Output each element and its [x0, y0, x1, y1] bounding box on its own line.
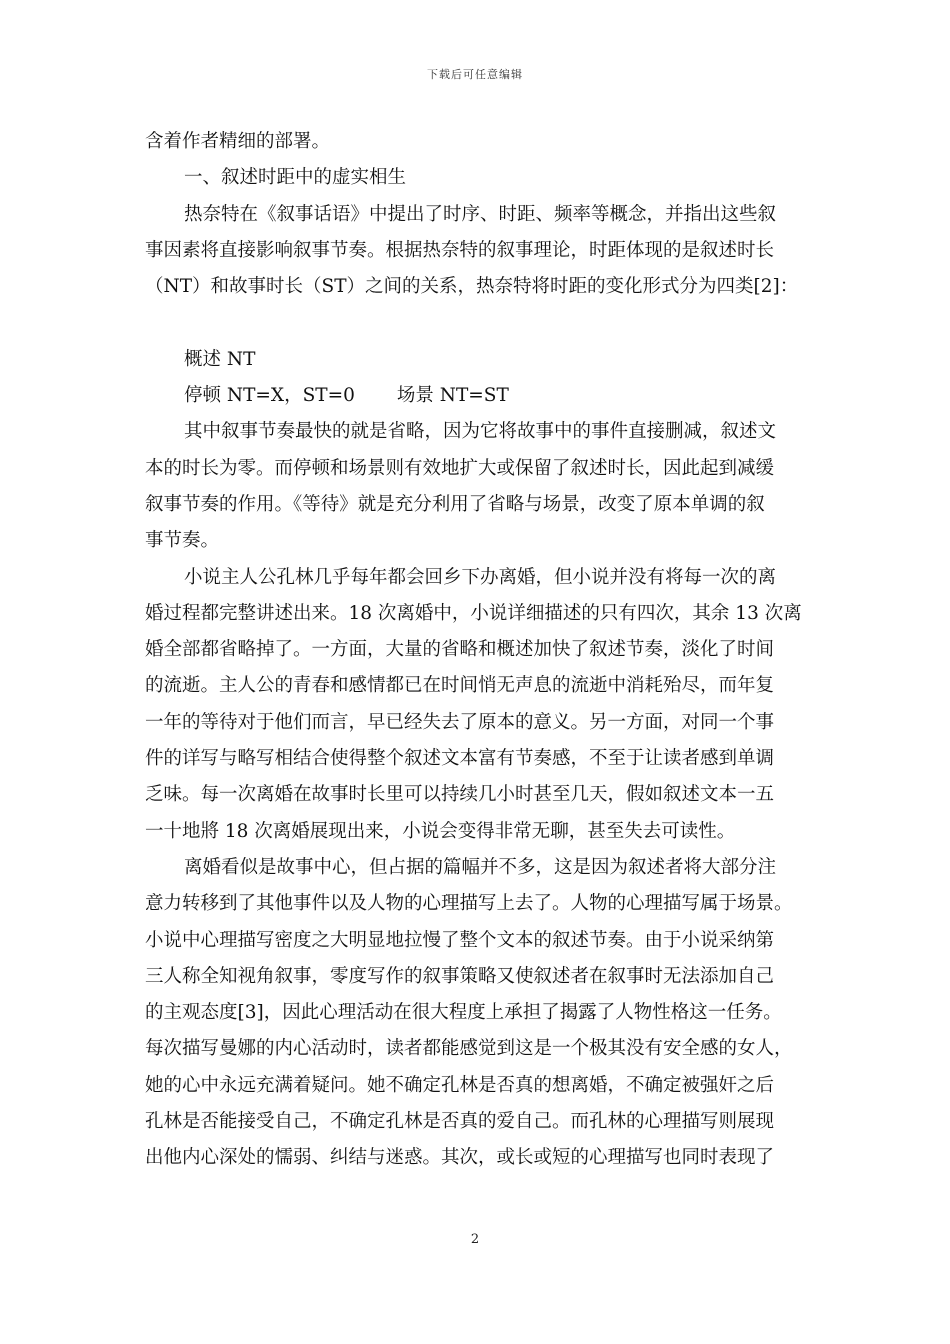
- body-line: 其中叙事节奏最快的就是省略，因为它将故事中的事件直接删减，叙述文: [184, 421, 777, 443]
- body-line: 她的心中永远充满着疑问。她不确定孔林是否真的想离婚，不确定被强奸之后: [145, 1074, 775, 1096]
- body-line: 出他内心深处的懦弱、纠结与迷惑。其次，或长或短的心理描写也同时表现了: [145, 1147, 775, 1169]
- scene-formula: 场景 NT=ST: [396, 385, 509, 407]
- body-line: 一十地將 18 次离婚展现出来，小说会变得非常无聊，甚至失去可读性。: [145, 820, 736, 842]
- body-line: 事节奏。: [145, 530, 220, 552]
- document-body: [145, 124, 805, 1177]
- section-heading: 一、叙述时距中的虚实相生: [184, 167, 407, 189]
- body-line: 件的详写与略写相结合使得整个叙述文本富有节奏感，不至于让读者感到单调: [145, 748, 775, 770]
- body-line: 本的时长为零。而停顿和场景则有效地扩大或保留了叙述时长，因此起到减缓: [145, 457, 775, 479]
- body-line: 事因素将直接影响叙事节奏。根据热奈特的叙事理论，时距体现的是叙述时长: [145, 239, 775, 261]
- body-line: 婚过程都完整讲述出来。18 次离婚中，小说详细描述的只有四次，其余 13 次离: [145, 602, 802, 624]
- body-line: 的主观态度[3]，因此心理活动在很大程度上承担了揭露了人物性格这一任务。: [145, 1002, 782, 1024]
- body-line: （NT）和故事时长（ST）之间的关系，热奈特将时距的变化形式分为四类[2]：: [145, 276, 799, 298]
- body-line: 婚全部都省略掉了。一方面，大量的省略和概述加快了叙述节奏，淡化了时间: [145, 639, 775, 661]
- blank-line: [145, 305, 805, 341]
- body-line-pause-scene: [145, 378, 805, 414]
- body-line: 孔林是否能接受自己，不确定孔林是否真的爱自己。而孔林的心理描写则展现: [145, 1111, 775, 1133]
- body-line: 离婚看似是故事中心，但占据的篇幅并不多，这是因为叙述者将大部分注: [184, 856, 777, 878]
- body-line: 含着作者精细的部署。: [145, 131, 331, 152]
- body-line: 三人称全知视角叙事，零度写作的叙事策略又使叙述者在叙事时无法添加自己: [145, 965, 775, 987]
- body-line: 每次描写曼娜的内心活动时，读者都能感觉到这是一个极其没有安全感的女人，: [145, 1038, 793, 1060]
- body-line: 叙事节奏的作用。《等待》就是充分利用了省略与场景，改变了原本单调的叙: [145, 493, 765, 515]
- page-number: 2: [470, 1232, 480, 1247]
- body-line: 意力转移到了其他事件以及人物的心理描写上去了。人物的心理描写属于场景。: [145, 893, 793, 915]
- pause-formula: 停顿 NT=X，ST=0: [184, 385, 355, 407]
- page-header: 下载后可任意编辑: [427, 68, 523, 81]
- body-line-summary: 概述 NT: [184, 348, 256, 370]
- body-line: 一年的等待对于他们而言，早已经失去了原本的意义。另一方面，对同一个事: [145, 711, 775, 733]
- body-line: 小说主人公孔林几乎每年都会回乡下办离婚，但小说并没有将每一次的离: [184, 566, 777, 588]
- body-line: 小说中心理描写密度之大明显地拉慢了整个文本的叙述节奏。由于小说采纳第: [145, 929, 775, 951]
- body-line: 的流逝。主人公的青春和感情都已在时间悄无声息的流逝中消耗殆尽，而年复: [145, 675, 775, 697]
- body-line: 热奈特在《叙事话语》中提出了时序、时距、频率等概念，并指出这些叙: [184, 203, 777, 225]
- body-line: 乏味。每一次离婚在故事时长里可以持续几小时甚至几天，假如叙述文本一五: [145, 784, 775, 806]
